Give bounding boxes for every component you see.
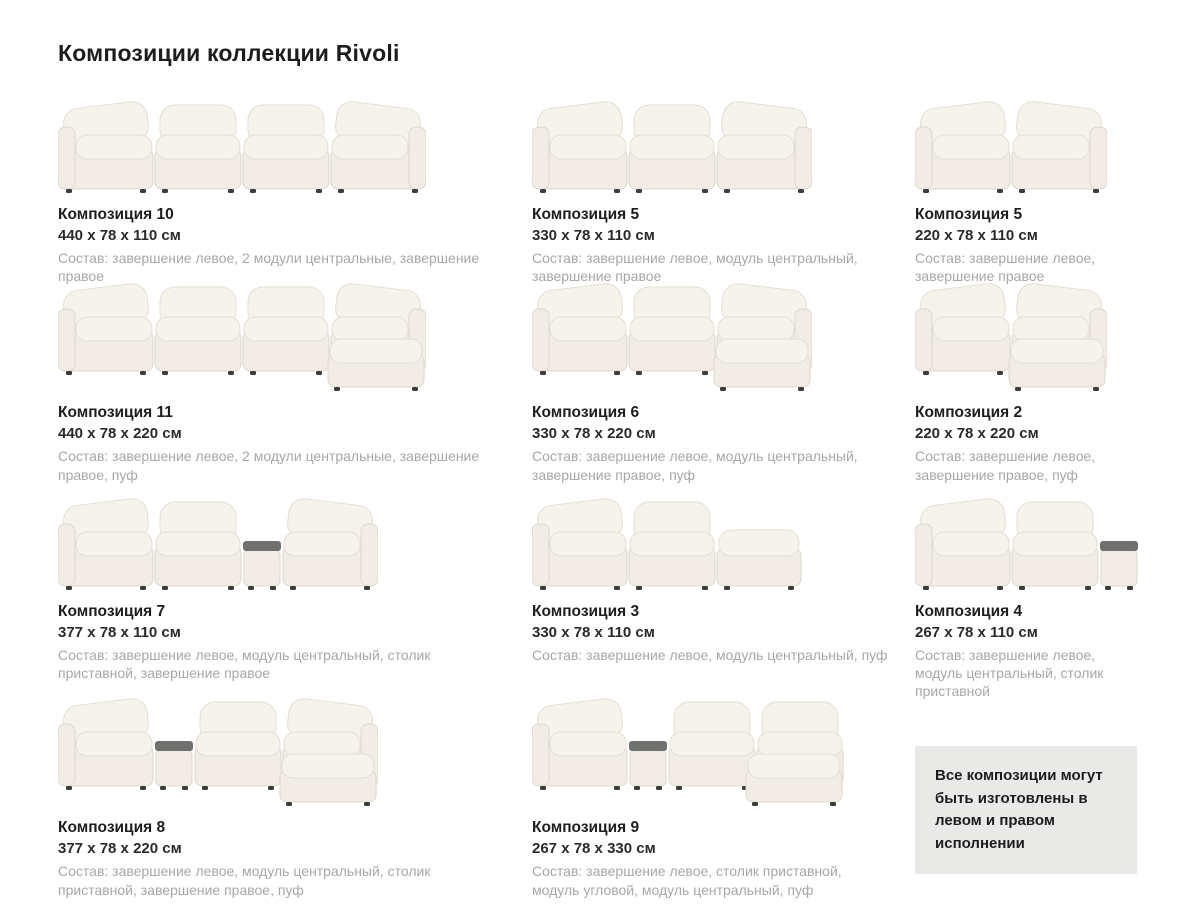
composition-grid (58, 93, 1155, 905)
sofa-illustration (532, 490, 802, 594)
composition-description: Состав: завершение левое, модуль центральный, столик приставной, завершение правое, пуф (58, 863, 431, 898)
sofa-image (58, 93, 532, 197)
sofa-illustration (58, 690, 378, 810)
composition-name: Композиция 7 (58, 602, 166, 620)
composition-card (58, 93, 532, 285)
sofa-illustration (532, 690, 844, 810)
sofa-illustration (58, 275, 426, 395)
composition-card (532, 93, 915, 285)
composition-description: Состав: завершение левое, модуль центральный, столик приставной, завершение правое (58, 646, 431, 681)
composition-description: Состав: завершение левое, столик приставной, модуль угловой, модуль центральный, пуф (532, 863, 842, 898)
sofa-image (532, 490, 915, 594)
composition-dimensions: 377 x 78 x 110 см (58, 623, 181, 641)
sofa-illustration (532, 93, 812, 197)
sofa-illustration (915, 490, 1139, 594)
page-title: Композиции коллекции Rivoli (58, 40, 400, 66)
composition-dimensions: 220 x 78 x 110 см (915, 227, 1038, 244)
composition-dimensions: 440 x 78 x 220 см (58, 425, 182, 443)
composition-name: Композиция 4 (915, 602, 1023, 620)
composition-dimensions: 330 x 78 x 110 см (532, 227, 655, 244)
sofa-image (532, 706, 915, 810)
composition-name: Композиция 6 (532, 404, 640, 422)
sofa-image (58, 706, 532, 810)
sofa-image (915, 490, 1155, 594)
sofa-image (58, 291, 532, 395)
sofa-image (532, 93, 915, 197)
composition-card (532, 490, 915, 701)
composition-description: Состав: завершение левое, завершение правое (915, 250, 1096, 285)
composition-name: Композиция 9 (532, 819, 640, 837)
note-box (915, 746, 1137, 874)
composition-description: Состав: завершение левое, модуль центральный, завершение правое, пуф (532, 448, 858, 483)
composition-name: Композиция 5 (532, 206, 640, 223)
composition-card (532, 291, 915, 483)
composition-card (58, 706, 532, 898)
composition-card (532, 706, 915, 898)
composition-description: Состав: завершение левое, завершение правое, пуф (915, 448, 1096, 483)
sofa-image (532, 291, 915, 395)
composition-dimensions: 330 x 78 x 220 см (532, 425, 656, 443)
composition-name: Композиция 5 (915, 206, 1023, 223)
composition-card (915, 490, 1155, 701)
composition-name: Композиция 11 (58, 404, 173, 422)
sofa-illustration (58, 490, 378, 594)
sofa-image (915, 291, 1155, 395)
composition-description: Состав: завершение левое, 2 модули центральные, завершение правое (58, 250, 480, 285)
composition-name: Композиция 10 (58, 206, 174, 223)
composition-dimensions: 440 x 78 x 110 см (58, 227, 181, 244)
note-text: Все композиции могут быть изготовлены в левом и правом исполнении (935, 767, 1103, 852)
composition-description: Состав: завершение левое, 2 модули центральные, завершение правое, пуф (58, 448, 480, 483)
composition-name: Композиция 8 (58, 819, 166, 837)
composition-description: Состав: завершение левое, модуль центральный, столик приставной (915, 646, 1104, 700)
composition-card (58, 291, 532, 483)
composition-name: Композиция 2 (915, 404, 1023, 422)
composition-card (915, 291, 1155, 483)
sofa-illustration (58, 93, 426, 197)
composition-dimensions: 267 x 78 x 330 см (532, 840, 656, 858)
sofa-illustration (915, 93, 1107, 197)
sofa-illustration (532, 275, 812, 395)
composition-card (58, 490, 532, 701)
composition-dimensions: 220 x 78 x 220 см (915, 425, 1039, 443)
composition-description: Состав: завершение левое, модуль центральный, пуф (532, 646, 888, 663)
composition-name: Композиция 3 (532, 602, 640, 620)
composition-description: Состав: завершение левое, модуль центральный, завершение правое (532, 250, 858, 285)
composition-card (915, 93, 1155, 285)
sofa-illustration (915, 275, 1107, 395)
sofa-image (915, 93, 1155, 197)
composition-dimensions: 267 x 78 x 110 см (915, 623, 1038, 641)
composition-dimensions: 330 x 78 x 110 см (532, 623, 655, 641)
composition-dimensions: 377 x 78 x 220 см (58, 840, 182, 858)
sofa-image (58, 490, 532, 594)
